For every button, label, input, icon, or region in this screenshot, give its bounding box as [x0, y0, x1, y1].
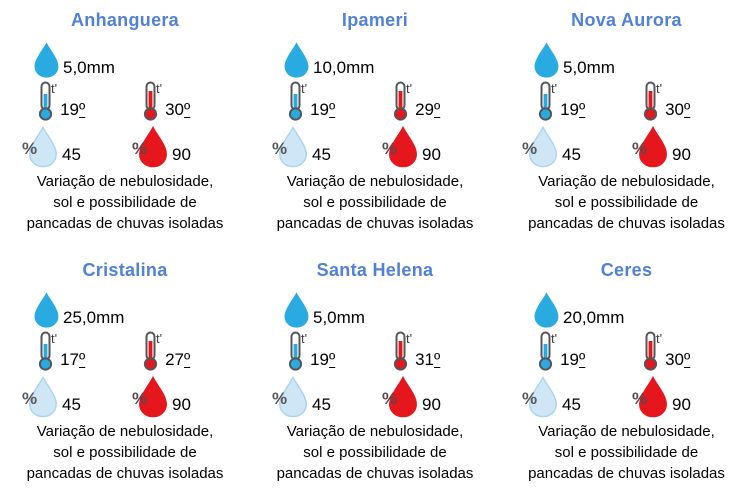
description-line: sol e possibilidade de	[303, 194, 447, 211]
description-line: sol e possibilidade de	[554, 444, 699, 461]
description-line: pancadas de chuvas isoladas	[26, 215, 224, 232]
humidity-low-drop-icon	[22, 376, 58, 418]
humidity-low-drop-icon	[22, 126, 58, 168]
temperature-row	[500, 331, 753, 371]
humidity-min-group	[272, 374, 388, 418]
humidity-max-group	[632, 124, 691, 168]
humidity-max-value: 90	[422, 145, 441, 164]
max-temperature-group	[140, 331, 190, 371]
max-temperature-group	[640, 81, 690, 121]
max-temp-value	[665, 100, 690, 120]
rainfall-row	[250, 39, 500, 79]
percent-symbol: %	[522, 139, 538, 158]
description-line: pancadas de chuvas isoladas	[528, 465, 725, 482]
thermometer-label: t'	[656, 331, 663, 346]
humidity-high-drop-icon	[632, 376, 668, 418]
description-line: sol e possibilidade de	[303, 444, 447, 461]
rain-drop-icon	[283, 291, 310, 329]
min-temp-number: 19	[560, 350, 580, 369]
city-name: Anhanguera	[70, 10, 179, 30]
max-temperature-group	[390, 331, 440, 371]
degree-symbol: º	[329, 350, 336, 369]
temperature-row	[500, 81, 753, 121]
degree-symbol: º	[684, 350, 691, 369]
humidity-min-value: 45	[312, 395, 331, 414]
rain-drop-icon	[33, 291, 60, 329]
description-line: pancadas de chuvas isoladas	[276, 465, 474, 482]
temperature-row	[0, 81, 250, 121]
humidity-min-group	[22, 374, 138, 418]
humidity-min-value: 45	[62, 395, 81, 414]
humidity-min-group	[22, 124, 138, 168]
min-temp-number: 19	[310, 100, 330, 119]
temperature-row	[250, 331, 500, 371]
description-line: Variação de nebulosidade,	[36, 173, 214, 190]
humidity-row	[500, 374, 753, 418]
humidity-high-drop-icon	[632, 126, 668, 168]
max-temp-number: 31	[415, 350, 435, 369]
humidity-row	[250, 374, 500, 418]
degree-symbol: º	[579, 350, 586, 369]
description-line: pancadas de chuvas isoladas	[528, 215, 725, 232]
min-temperature-group	[535, 81, 640, 121]
description-line: Variação de nebulosidade,	[286, 423, 464, 440]
thermometer-label: t'	[51, 81, 58, 96]
degree-symbol: º	[434, 100, 441, 119]
humidity-max-value: 90	[422, 395, 441, 414]
humidity-min-value: 45	[562, 395, 581, 414]
humidity-max-group	[382, 374, 441, 418]
percent-symbol: %	[522, 389, 538, 408]
rainfall-row	[250, 289, 500, 329]
city-forecast-card	[0, 0, 250, 250]
thermometer-label: t'	[156, 81, 163, 96]
degree-symbol: º	[184, 100, 191, 119]
humidity-low-drop-icon	[272, 376, 308, 418]
humidity-min-group	[522, 124, 638, 168]
description-line: Variação de nebulosidade,	[36, 423, 214, 440]
min-temp-value	[310, 350, 335, 370]
humidity-low-drop-icon	[522, 376, 558, 418]
min-temp-value	[310, 100, 335, 120]
min-temp-value	[60, 350, 85, 370]
percent-symbol: %	[632, 139, 648, 158]
thermometer-label: t'	[406, 81, 413, 96]
city-forecast-card	[0, 250, 250, 499]
max-temp-value	[415, 350, 440, 370]
max-temperature-group	[640, 331, 690, 371]
percent-symbol: %	[272, 139, 288, 158]
percent-symbol: %	[132, 389, 148, 408]
max-temp-number: 30	[665, 100, 685, 119]
min-temp-value	[60, 100, 85, 120]
humidity-max-value: 90	[172, 395, 191, 414]
forecast-description	[500, 171, 753, 234]
description-line: pancadas de chuvas isoladas	[276, 215, 474, 232]
city-name: Ceres	[600, 260, 653, 280]
min-temperature-group	[35, 81, 140, 121]
description-line: sol e possibilidade de	[53, 444, 197, 461]
forecast-description	[0, 171, 250, 234]
humidity-min-group	[522, 374, 638, 418]
degree-symbol: º	[684, 100, 691, 119]
min-temp-value	[560, 100, 585, 120]
humidity-min-value: 45	[562, 145, 581, 164]
temperature-row	[250, 81, 500, 121]
rainfall-value: 5,0mm	[63, 58, 115, 77]
max-temp-value	[165, 100, 190, 120]
rainfall-value: 25,0mm	[63, 308, 125, 327]
humidity-high-drop-icon	[132, 376, 168, 418]
city-forecast-card	[250, 0, 500, 250]
humidity-max-group	[132, 374, 191, 418]
city-name: Santa Helena	[316, 260, 434, 280]
humidity-high-drop-icon	[132, 126, 168, 168]
percent-symbol: %	[632, 389, 648, 408]
humidity-high-drop-icon	[382, 126, 418, 168]
rain-drop-icon	[33, 41, 60, 79]
rain-drop-icon	[283, 41, 310, 79]
max-temp-value	[665, 350, 690, 370]
percent-symbol: %	[132, 139, 148, 158]
forecast-description	[0, 421, 250, 484]
description-line: pancadas de chuvas isoladas	[26, 465, 224, 482]
forecast-description	[250, 171, 500, 234]
min-temp-number: 17	[60, 350, 80, 369]
rainfall-row	[0, 289, 250, 329]
rainfall-value: 10,0mm	[313, 58, 375, 77]
min-temperature-group	[535, 331, 640, 371]
percent-symbol: %	[382, 389, 398, 408]
rainfall-row	[0, 39, 250, 79]
percent-symbol: %	[272, 389, 288, 408]
humidity-row	[0, 374, 250, 418]
city-name: Nova Aurora	[571, 10, 682, 30]
humidity-row	[0, 124, 250, 168]
min-temperature-group	[35, 331, 140, 371]
degree-symbol: º	[79, 100, 86, 119]
rainfall-value: 5,0mm	[563, 58, 615, 77]
humidity-min-value: 45	[312, 145, 331, 164]
rainfall-row	[500, 39, 753, 79]
max-temp-value	[165, 350, 190, 370]
description-line: sol e possibilidade de	[554, 194, 699, 211]
max-temperature-group	[390, 81, 440, 121]
rainfall-value: 20,0mm	[563, 308, 625, 327]
degree-symbol: º	[434, 350, 441, 369]
humidity-row	[500, 124, 753, 168]
city-forecast-card	[250, 250, 500, 499]
rain-drop-icon	[533, 41, 560, 79]
humidity-row	[250, 124, 500, 168]
humidity-max-value: 90	[672, 145, 691, 164]
forecast-description	[500, 421, 753, 484]
temperature-row	[0, 331, 250, 371]
max-temp-value	[415, 100, 440, 120]
city-forecast-card	[500, 250, 753, 499]
humidity-min-group	[272, 124, 388, 168]
forecast-description	[250, 421, 500, 484]
percent-symbol: %	[382, 139, 398, 158]
degree-symbol: º	[184, 350, 191, 369]
max-temp-number: 30	[165, 100, 185, 119]
max-temp-number: 27	[165, 350, 185, 369]
thermometer-label: t'	[406, 331, 413, 346]
humidity-low-drop-icon	[522, 126, 558, 168]
thermometer-label: t'	[51, 331, 58, 346]
description-line: Variação de nebulosidade,	[538, 173, 715, 190]
degree-symbol: º	[329, 100, 336, 119]
rainfall-row	[500, 289, 753, 329]
thermometer-label: t'	[551, 331, 558, 346]
min-temp-number: 19	[560, 100, 580, 119]
degree-symbol: º	[579, 100, 586, 119]
thermometer-label: t'	[156, 331, 163, 346]
humidity-max-value: 90	[172, 145, 191, 164]
max-temp-number: 29	[415, 100, 435, 119]
humidity-low-drop-icon	[272, 126, 308, 168]
max-temperature-group	[140, 81, 190, 121]
humidity-max-group	[132, 124, 191, 168]
percent-symbol: %	[22, 139, 38, 158]
degree-symbol: º	[79, 350, 86, 369]
rainfall-value: 5,0mm	[313, 308, 365, 327]
city-name: Ipameri	[341, 10, 409, 30]
description-line: Variação de nebulosidade,	[538, 423, 715, 440]
humidity-min-value: 45	[62, 145, 81, 164]
thermometer-label: t'	[301, 331, 308, 346]
humidity-max-group	[382, 124, 441, 168]
humidity-high-drop-icon	[382, 376, 418, 418]
humidity-max-value: 90	[672, 395, 691, 414]
city-forecast-card	[500, 0, 753, 250]
thermometer-label: t'	[551, 81, 558, 96]
percent-symbol: %	[22, 389, 38, 408]
thermometer-label: t'	[301, 81, 308, 96]
thermometer-label: t'	[656, 81, 663, 96]
min-temp-number: 19	[310, 350, 330, 369]
min-temperature-group	[285, 81, 390, 121]
description-line: sol e possibilidade de	[53, 194, 197, 211]
min-temp-number: 19	[60, 100, 80, 119]
humidity-max-group	[632, 374, 691, 418]
description-line: Variação de nebulosidade,	[286, 173, 464, 190]
city-name: Cristalina	[82, 260, 168, 280]
min-temperature-group	[285, 331, 390, 371]
max-temp-number: 30	[665, 350, 685, 369]
min-temp-value	[560, 350, 585, 370]
rain-drop-icon	[533, 291, 560, 329]
